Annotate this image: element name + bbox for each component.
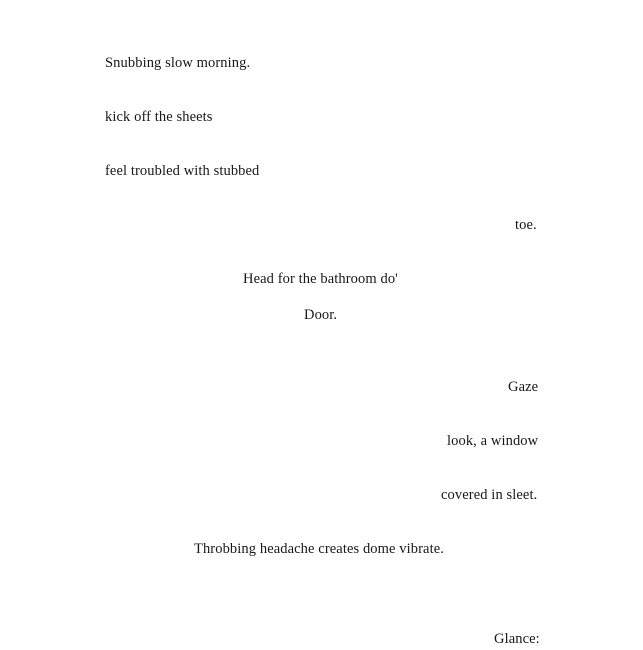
poem-line: Door.: [304, 307, 338, 323]
poem-line: toe.: [515, 217, 537, 233]
poem-line: covered in sleet.: [441, 487, 538, 503]
poem-line: Gaze: [508, 379, 539, 395]
poem-line: Throbbing headache creates dome vibrate.: [194, 541, 444, 557]
poem-line: look, a window: [447, 433, 539, 449]
poem-line: feel troubled with stubbed: [105, 163, 260, 179]
poem-line: Head for the bathroom do': [243, 271, 398, 287]
poem-line: Snubbing slow morning.: [105, 55, 251, 71]
poem-line: Glance:: [494, 631, 540, 647]
poem-line: kick off the sheets: [105, 109, 213, 125]
